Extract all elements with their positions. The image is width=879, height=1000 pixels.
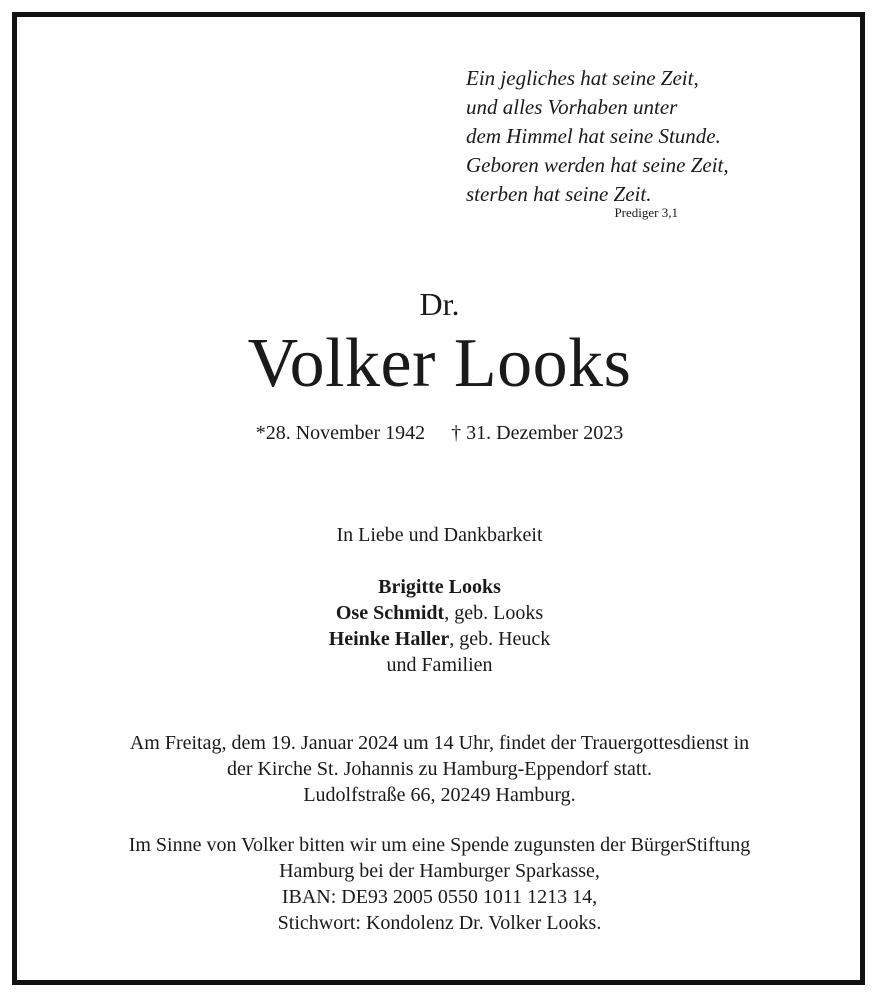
- mourner: [0, 652, 879, 678]
- verse-line: Geboren werden hat seine Zeit,: [466, 153, 729, 177]
- mourner-name: Ose Schmidt: [335, 602, 445, 624]
- funeral-service-info: [0, 730, 879, 808]
- bible-verse: [466, 64, 729, 209]
- verse-line: Ein jegliches hat seine Zeit,: [466, 66, 699, 90]
- deceased-name: Volker Looks: [247, 325, 632, 402]
- donation-info: [0, 832, 879, 936]
- mourner-name: Heinke Haller: [328, 628, 450, 650]
- verse-line: sterben hat seine Zeit.: [466, 182, 652, 206]
- verse-source: Prediger 3,1: [614, 205, 678, 220]
- mourner-name: Brigitte Looks: [378, 576, 501, 598]
- donation-line: Hamburg bei der Hamburger Sparkasse,: [279, 860, 600, 882]
- mourning-intro: In Liebe und Dankbarkeit: [336, 524, 543, 546]
- academic-title: Dr.: [419, 286, 460, 322]
- mourner-suffix: , geb. Looks: [444, 602, 544, 624]
- mourner: [0, 600, 879, 626]
- mourner-suffix: , geb. Heuck: [449, 628, 551, 650]
- birth-date: *28. November 1942: [255, 422, 426, 444]
- mourner: [0, 626, 879, 652]
- verse-line: dem Himmel hat seine Stunde.: [466, 124, 721, 148]
- mourner: [0, 574, 879, 600]
- death-date: † 31. Dezember 2023: [451, 422, 624, 444]
- service-line: Ludolfstraße 66, 20249 Hamburg.: [303, 784, 576, 806]
- donation-line: Stichwort: Kondolenz Dr. Volker Looks.: [277, 912, 602, 934]
- service-line: der Kirche St. Johannis zu Hamburg-Eppendorf statt.: [226, 758, 653, 780]
- mourners-list: [0, 574, 879, 678]
- mourner-suffix: und Familien: [386, 654, 493, 676]
- life-dates: [0, 421, 879, 445]
- verse-line: und alles Vorhaben unter: [466, 95, 678, 119]
- service-line: Am Freitag, dem 19. Januar 2024 um 14 Uhr, findet der Trauergottesdienst in: [129, 732, 750, 754]
- donation-line: IBAN: DE93 2005 0550 1011 1213 14,: [281, 886, 598, 908]
- donation-line: Im Sinne von Volker bitten wir um eine Spende zugunsten der BürgerStiftung: [128, 834, 751, 856]
